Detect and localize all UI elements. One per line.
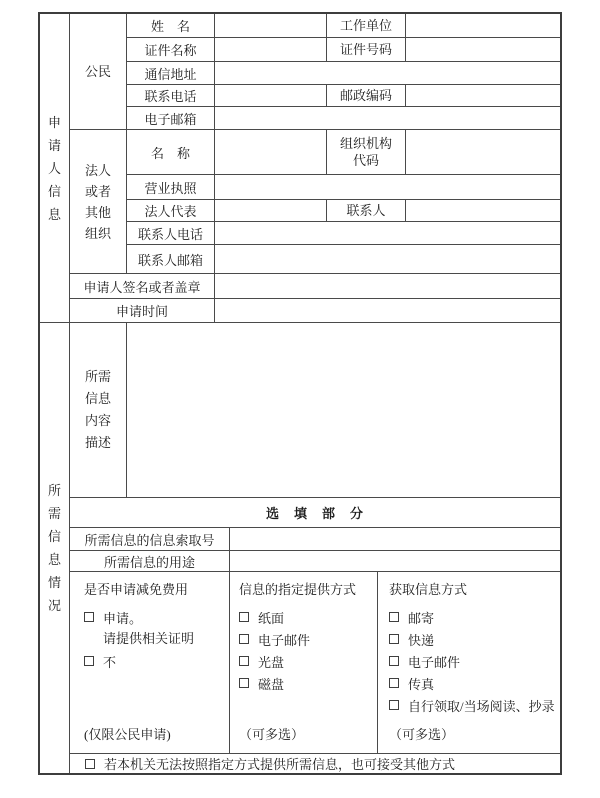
contact-phone-input[interactable] xyxy=(215,222,560,244)
description-line: 信息 xyxy=(84,391,111,406)
option-label: 传真 xyxy=(408,676,435,692)
contact-label: 联系人 xyxy=(327,200,406,221)
option-label: 自行领取/当场阅读、抄录 xyxy=(408,698,555,714)
table-row xyxy=(127,222,560,245)
table-row xyxy=(127,85,560,107)
organization-group-line: 法人 xyxy=(84,162,111,178)
optional-part-header: 选 填 部 分 xyxy=(70,498,560,528)
option-express[interactable] xyxy=(389,628,555,650)
organization-group-line: 其他 xyxy=(84,204,111,220)
option-label: 不 xyxy=(103,654,117,670)
cert-name-label: 证件名称 xyxy=(127,38,215,61)
contact-phone-label: 联系人电话 xyxy=(127,222,215,244)
applicant-info-section xyxy=(40,14,560,323)
other-method-label: 若本机关无法按照指定方式提供所需信息，也可接受其他方式 xyxy=(104,757,456,772)
fee-waiver-column xyxy=(70,572,230,753)
side-char: 信 xyxy=(47,183,61,199)
delivery-method-note: （可多选） xyxy=(239,727,305,742)
option-label: 快递 xyxy=(408,632,435,648)
option-label: 电子邮件 xyxy=(258,632,311,648)
index-number-label: 所需信息的信息索取号 xyxy=(70,528,230,550)
option-label: 光盘 xyxy=(258,654,285,670)
org-code-line: 组织机构 xyxy=(339,136,392,151)
table-row xyxy=(127,175,560,200)
contact-email-label: 联系人邮箱 xyxy=(127,245,215,273)
obtain-method-title: 获取信息方式 xyxy=(389,582,468,597)
table-row xyxy=(70,323,560,498)
side-char: 需 xyxy=(47,506,61,521)
cert-no-input[interactable] xyxy=(406,38,560,61)
time-input[interactable] xyxy=(215,299,560,322)
side-char: 况 xyxy=(47,598,61,613)
contact-input[interactable] xyxy=(406,200,560,221)
option-mail[interactable] xyxy=(389,606,555,628)
option-disk[interactable] xyxy=(239,672,372,694)
organization-rows xyxy=(127,130,560,273)
description-line: 描述 xyxy=(84,435,111,450)
fee-waiver-note: (仅限公民申请) xyxy=(84,727,171,742)
application-form-table xyxy=(38,12,562,775)
side-char: 息 xyxy=(47,206,61,222)
option-email-obtain[interactable] xyxy=(389,650,555,672)
fee-waiver-title: 是否申请减免费用 xyxy=(84,582,189,597)
option-label: 邮寄 xyxy=(408,610,435,626)
checkbox-icon[interactable] xyxy=(389,634,399,644)
side-char: 申 xyxy=(47,114,61,130)
checkbox-icon[interactable] xyxy=(239,656,249,666)
checkbox-icon[interactable] xyxy=(85,759,95,769)
organization-group-line: 组织 xyxy=(84,225,111,241)
license-label: 营业执照 xyxy=(127,175,215,199)
obtain-method-column xyxy=(378,572,560,753)
side-char: 所 xyxy=(47,483,61,498)
table-row xyxy=(127,245,560,273)
contact-email-input[interactable] xyxy=(215,245,560,273)
org-code-line: 代码 xyxy=(352,153,379,168)
option-label: 电子邮件 xyxy=(408,654,461,670)
choice-columns-row xyxy=(70,572,560,754)
org-name-input[interactable] xyxy=(215,130,327,174)
cert-no-label: 证件号码 xyxy=(327,38,406,61)
purpose-input[interactable] xyxy=(230,551,560,571)
table-row xyxy=(70,299,560,322)
checkbox-icon[interactable] xyxy=(389,700,399,710)
org-name-label: 名 称 xyxy=(127,130,215,174)
side-char: 信 xyxy=(47,529,61,544)
legal-rep-input[interactable] xyxy=(215,200,327,221)
work-unit-input[interactable] xyxy=(406,14,560,37)
cert-name-input[interactable] xyxy=(215,38,327,61)
option-cd[interactable] xyxy=(239,650,372,672)
checkbox-icon[interactable] xyxy=(84,612,94,622)
obtain-method-note: （可多选） xyxy=(389,727,455,742)
organization-block xyxy=(70,130,560,274)
citizen-group-label xyxy=(70,14,127,129)
required-section-content xyxy=(70,323,560,773)
license-input[interactable] xyxy=(215,175,560,199)
option-label: 纸面 xyxy=(258,610,285,626)
option-accept-other-method[interactable] xyxy=(70,754,560,773)
checkbox-icon[interactable] xyxy=(239,634,249,644)
citizen-group-text: 公民 xyxy=(84,64,111,79)
description-line: 内容 xyxy=(84,413,111,428)
required-section-side-label xyxy=(40,323,70,773)
side-char: 人 xyxy=(47,160,61,176)
checkbox-icon[interactable] xyxy=(389,678,399,688)
table-row xyxy=(70,274,560,299)
option-label: 磁盘 xyxy=(258,676,285,692)
applicant-section-content xyxy=(70,14,560,322)
table-row xyxy=(70,528,560,551)
side-char: 请 xyxy=(47,137,61,153)
table-row xyxy=(127,62,560,85)
email-label: 电子邮箱 xyxy=(127,107,215,129)
description-line: 所需 xyxy=(84,369,111,384)
citizen-rows xyxy=(127,14,560,129)
email-input[interactable] xyxy=(215,107,560,129)
option-decline-fee-waiver[interactable] xyxy=(84,650,224,672)
description-input[interactable] xyxy=(127,323,560,497)
name-label: 姓 名 xyxy=(127,14,215,37)
table-row xyxy=(127,130,560,175)
org-code-input[interactable] xyxy=(406,130,560,174)
applicant-section-side-label xyxy=(40,14,70,322)
delivery-method-title: 信息的指定提供方式 xyxy=(239,582,357,597)
table-row xyxy=(127,200,560,222)
checkbox-icon[interactable] xyxy=(239,678,249,688)
option-self-pickup[interactable] xyxy=(389,694,555,716)
organization-group-label xyxy=(70,130,127,273)
option-label: 申请。 xyxy=(103,610,143,626)
postal-code-input[interactable] xyxy=(406,85,560,106)
checkbox-icon[interactable] xyxy=(84,656,94,666)
phone-input[interactable] xyxy=(215,85,327,106)
work-unit-label: 工作单位 xyxy=(327,14,406,37)
time-label: 申请时间 xyxy=(70,299,215,322)
delivery-method-column xyxy=(230,572,378,753)
checkbox-icon[interactable] xyxy=(389,612,399,622)
fee-waiver-apply-note: 请提供相关证明 xyxy=(103,631,195,646)
checkbox-icon[interactable] xyxy=(239,612,249,622)
address-label: 通信地址 xyxy=(127,62,215,84)
table-row xyxy=(127,14,560,38)
table-row xyxy=(127,107,560,129)
org-code-label xyxy=(327,130,406,174)
checkbox-icon[interactable] xyxy=(389,656,399,666)
table-row xyxy=(127,38,560,62)
table-row xyxy=(70,551,560,572)
description-label xyxy=(70,323,127,497)
phone-label: 联系电话 xyxy=(127,85,215,106)
required-info-section xyxy=(40,323,560,773)
option-paper[interactable] xyxy=(239,606,372,628)
citizen-block xyxy=(70,14,560,130)
option-email-delivery[interactable] xyxy=(239,628,372,650)
purpose-label: 所需信息的用途 xyxy=(70,551,230,571)
index-number-input[interactable] xyxy=(230,528,560,550)
name-input[interactable] xyxy=(215,14,327,37)
side-char: 情 xyxy=(47,575,61,590)
address-input[interactable] xyxy=(215,62,560,84)
legal-rep-label: 法人代表 xyxy=(127,200,215,221)
option-fax[interactable] xyxy=(389,672,555,694)
postal-code-label: 邮政编码 xyxy=(327,85,406,106)
option-apply-fee-waiver[interactable] xyxy=(84,606,224,628)
signature-label: 申请人签名或者盖章 xyxy=(70,274,215,298)
side-char: 息 xyxy=(47,552,61,567)
organization-group-line: 或者 xyxy=(84,183,111,199)
signature-input[interactable] xyxy=(215,274,560,298)
